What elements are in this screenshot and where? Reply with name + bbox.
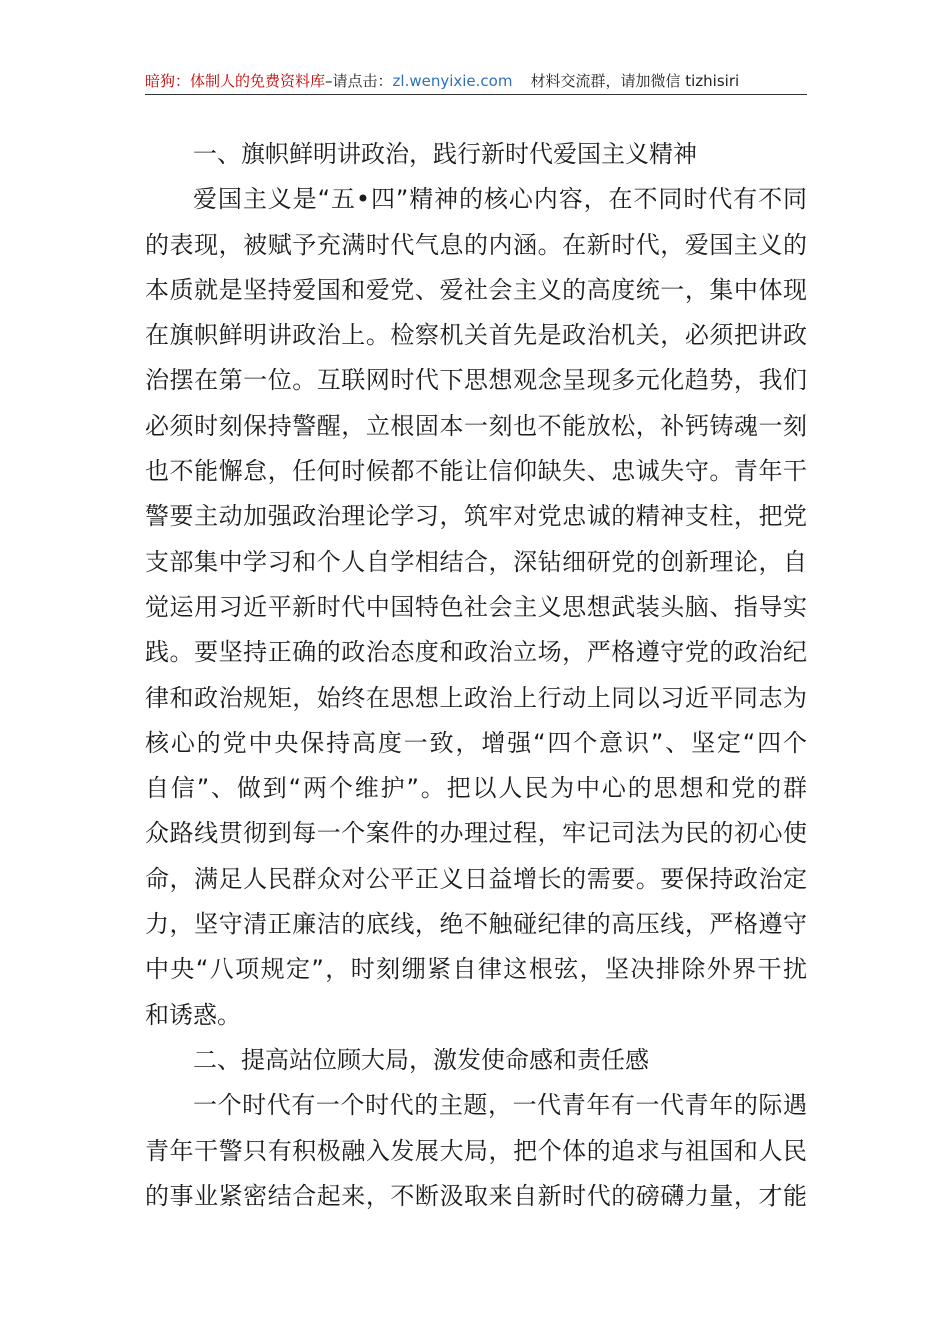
header-brand: 暗狗：体制人的免费资料库 [145,72,326,90]
paragraph-line: 命，满足人民群众对公平正义日益增长的需要。要保持政治定 [145,864,807,893]
paragraph-line: 律和政治规矩，始终在思想上政治上行动上同以习近平同志为 [145,683,807,712]
paragraph-line: 众路线贯彻到每一个案件的办理过程，牢记司法为民的初心使 [145,819,807,848]
paragraph-line: 青年干警只有积极融入发展大局，把个体的追求与祖国和人民 [145,1136,807,1165]
paragraph-line: 的表现，被赋予充满时代气息的内涵。在新时代，爱国主义的 [145,230,807,259]
paragraph-line: 本质就是坚持爱国和爱党、爱社会主义的高度统一，集中体现 [145,275,807,304]
paragraph-line: 自信”、做到“两个维护”。把以人民为中心的思想和党的群 [145,774,807,803]
paragraph-line: 和诱惑。 [145,1000,241,1029]
paragraph-line: 践。要坚持正确的政治态度和政治立场，严格遵守党的政治纪 [145,638,807,667]
section-heading-2: 二、提高站位顾大局，激发使命感和责任感 [193,1045,649,1074]
paragraph-line: 的事业紧密结合起来，不断汲取来自新时代的磅礴力量，才能 [145,1181,807,1210]
paragraph-line: 支部集中学习和个人自学相结合，深钻细研党的创新理论，自 [145,547,807,576]
paragraph-line: 治摆在第一位。互联网时代下思想观念呈现多元化趋势，我们 [145,366,807,395]
document-body [145,132,807,1219]
paragraph-line: 也不能懈怠，任何时候都不能让信仰缺失、忠诚失守。青年干 [145,457,807,486]
paragraph-line: 必须时刻保持警醒，立根固本一刻也不能放松，补钙铸魂一刻 [145,411,807,440]
page-header [145,68,807,95]
paragraph-line: 警要主动加强政治理论学习，筑牢对党忠诚的精神支柱，把党 [145,502,807,531]
paragraph-line: 在旗帜鲜明讲政治上。检察机关首先是政治机关，必须把讲政 [145,321,807,350]
paragraph-line: 中央“八项规定”，时刻绷紧自律这根弦，坚决排除外界干扰 [145,955,807,984]
header-url-link[interactable]: zl.wenyixie.com [392,72,513,90]
header-contact: 材料交流群，请加微信 tizhisiri [530,72,740,90]
paragraph-line: 一个时代有一个时代的主题，一代青年有一代青年的际遇 [193,1091,807,1120]
paragraph-line: 觉运用习近平新时代中国特色社会主义思想武装头脑、指导实 [145,592,807,621]
header-prompt: –请点击： [325,72,393,90]
paragraph-line: 核心的党中央保持高度一致，增强“四个意识”、坚定“四个 [145,728,807,757]
paragraph-line: 力，坚守清正廉洁的底线，绝不触碰纪律的高压线，严格遵守 [145,910,807,939]
section-heading-1: 一、旗帜鲜明讲政治，践行新时代爱国主义精神 [193,140,697,168]
paragraph-line: 爱国主义是“五•四”精神的核心内容，在不同时代有不同 [193,185,807,214]
